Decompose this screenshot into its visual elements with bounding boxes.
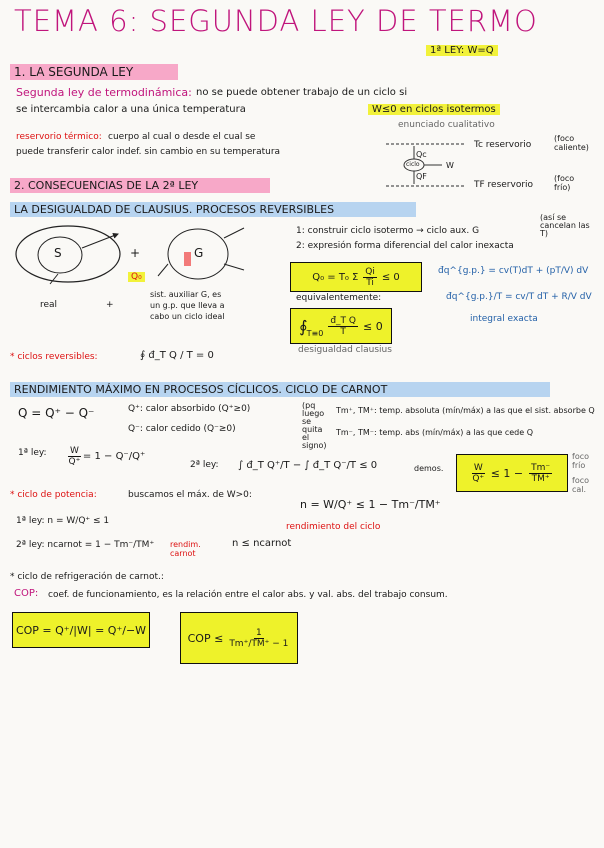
aux-label-3: cabo un ciclo ideal [150, 312, 225, 321]
tm-minus-def: Tm⁻, TM⁻: temp. abs (mín/máx) a las que cede Q [336, 428, 533, 437]
law1-den: Q⁺ [68, 457, 81, 467]
section2-heading: 2. CONSECUENCIAS DE LA 2ª LEY [10, 178, 270, 193]
diff2: đq^{g.p.}/T = cv/T dT + R/V dV [446, 292, 592, 302]
law1-label: 1ª ley: [18, 448, 47, 458]
eta-label: rendimiento del ciclo [286, 522, 381, 532]
clausius-sum-box [290, 262, 422, 292]
qc-label: Qc [416, 150, 427, 159]
step1: 1: construir ciclo isotermo → ciclo aux. G [296, 226, 480, 236]
equivalently-label: equivalentemente: [296, 293, 382, 303]
cycle-label: ciclo [406, 161, 420, 168]
aux-label-1: sist. auxiliar G, es [150, 290, 222, 299]
foco-frio: foco frío [572, 452, 590, 470]
diff1: đq^{g.p.} = cv(T)dT + (pT/V) dV [438, 266, 589, 276]
law2-label: 2ª ley: [190, 460, 219, 470]
clausius-int: ∮ [299, 316, 308, 336]
qplus-def: Q⁺: calor absorbido (Q⁺≥0) [128, 404, 251, 414]
hot-note: (foco caliente) [554, 134, 589, 152]
law1-rhs: = 1 − Q⁻/Q⁺ [82, 451, 146, 462]
integral-exact: integral exacta [470, 314, 538, 324]
box-rhs: ≤ 1 − [490, 466, 524, 480]
clausius-integral-box [290, 308, 392, 344]
box1-num: Qi [365, 266, 375, 277]
cold-reservoir: TF reservorio [474, 180, 534, 190]
cop-box2-den: Tm⁺/TM⁺ − 1 [229, 638, 289, 649]
system-g: G [194, 246, 204, 260]
q-balance: Q = Q⁺ − Q⁻ [18, 406, 95, 420]
plus-sign-2: + [106, 300, 114, 310]
w-label: W [446, 161, 454, 170]
law1-eq [66, 446, 145, 467]
aux-label-2: un g.p. que lleva a [150, 301, 225, 310]
hot-reservoir: Tc reservorio [474, 140, 532, 150]
clausius-label: desigualdad clausius [298, 345, 392, 355]
box1-lhs: Q₀ = T₀ [312, 271, 349, 283]
law2-eq: ∫ đ_T Q⁺/T − ∫ đ_T Q⁻/T ≤ 0 [238, 460, 378, 471]
q0-label: Q₀ [128, 272, 145, 282]
qf-label: QF [416, 172, 427, 181]
qualitative-label: enunciado cualitativo [398, 120, 495, 130]
law1-eta: 1ª ley: n = W/Q⁺ ≤ 1 [16, 516, 110, 526]
eta-compare: n ≤ ncarnot [232, 538, 292, 549]
clausius-rhs: ≤ 0 [362, 319, 383, 333]
demo-label: demos. [414, 464, 444, 473]
reservoir-term: reservorio térmico: [16, 132, 102, 142]
cop-box2-num: 1 [255, 627, 262, 638]
reversible-eq: ∮ đ_T Q / T = 0 [140, 350, 214, 361]
reservoir-line1: cuerpo al cual o desde el cual se [108, 132, 256, 142]
law1-num: W [70, 446, 79, 456]
section1-heading: 1. LA SEGUNDA LEY [10, 64, 178, 80]
clausius-den: T [340, 326, 346, 337]
box1-den: Ti [366, 277, 374, 288]
cop-box-1: COP = Q⁺/|W| = Q⁺/−W [12, 612, 150, 648]
clausius-heading: LA DESIGUALDAD DE CLAUSIUS. PROCESOS REVERSIBLES [10, 202, 416, 217]
cold-note: (foco frío) [554, 174, 575, 192]
box-tm-num: Tm⁻ [531, 462, 551, 473]
cop-term: COP: [14, 588, 39, 599]
plus-sign: + [130, 246, 141, 260]
step1-note: (así se cancelan las T) [540, 213, 590, 238]
system-s: S [54, 246, 62, 260]
foco-cal: foco cal. [572, 476, 590, 494]
step2: 2: expresión forma diferencial del calor inexacta [296, 241, 514, 251]
qminus-def: Q⁻: calor cedido (Q⁻≥0) [128, 424, 236, 434]
law2-eta: 2ª ley: ncarnot = 1 − Tm⁻/TM⁺ [16, 540, 155, 550]
box-den: Q⁺ [472, 473, 485, 484]
box1-sum: Σ [351, 271, 359, 283]
fridge-label: * ciclo de refrigeración de carnot.: [10, 572, 164, 582]
carnot-heading: RENDIMIENTO MÁXIMO EN PROCESOS CÍCLICOS. CICLO DE CARNOT [10, 382, 550, 397]
second-law-line1: no se puede obtener trabajo de un ciclo si [196, 87, 408, 98]
power-label: * ciclo de potencia: [10, 490, 97, 500]
second-law-term: Segunda ley de termodinámica: [16, 86, 192, 99]
efficiency-box [456, 454, 568, 492]
clausius-sub: T≡0 [306, 328, 324, 338]
second-law-line2: se intercambia calor a una única temperatura [16, 104, 246, 115]
page-title: TEMA 6: SEGUNDA LEY DE TERMO [14, 4, 538, 38]
tm-plus-def: Tm⁺, TM⁺: temp. absoluta (mín/máx) a las que el sist. absorbe Q [336, 406, 595, 415]
cop-box-2 [180, 612, 298, 664]
reversible-label: * ciclos reversibles: [10, 352, 98, 362]
cop-def: coef. de funcionamiento, es la relación entre el calor abs. y val. abs. del trabajo consum. [48, 590, 448, 600]
box-tm-den: TM⁺ [531, 473, 550, 484]
box1-rhs: ≤ 0 [381, 271, 400, 283]
eta-eq: n = W/Q⁺ ≤ 1 − Tm⁻/TM⁺ [300, 498, 441, 511]
brace-note: (pq luego se quita el signo) [302, 401, 327, 450]
power-text: buscamos el máx. de W>0: [128, 490, 252, 500]
cop-box2-lhs: COP ≤ [187, 631, 224, 645]
first-law-note: 1ª LEY: W=Q [426, 45, 498, 56]
real-label: real [40, 300, 58, 310]
clausius-num: đ_T Q [330, 315, 356, 326]
reservoir-line2: puede transferir calor indef. sin cambio en su temperatura [16, 147, 281, 157]
carnot-note: rendim. carnot [170, 540, 201, 558]
box-num: W [473, 462, 483, 473]
cyclic-note: W≤0 en ciclos isotermos [368, 104, 500, 115]
